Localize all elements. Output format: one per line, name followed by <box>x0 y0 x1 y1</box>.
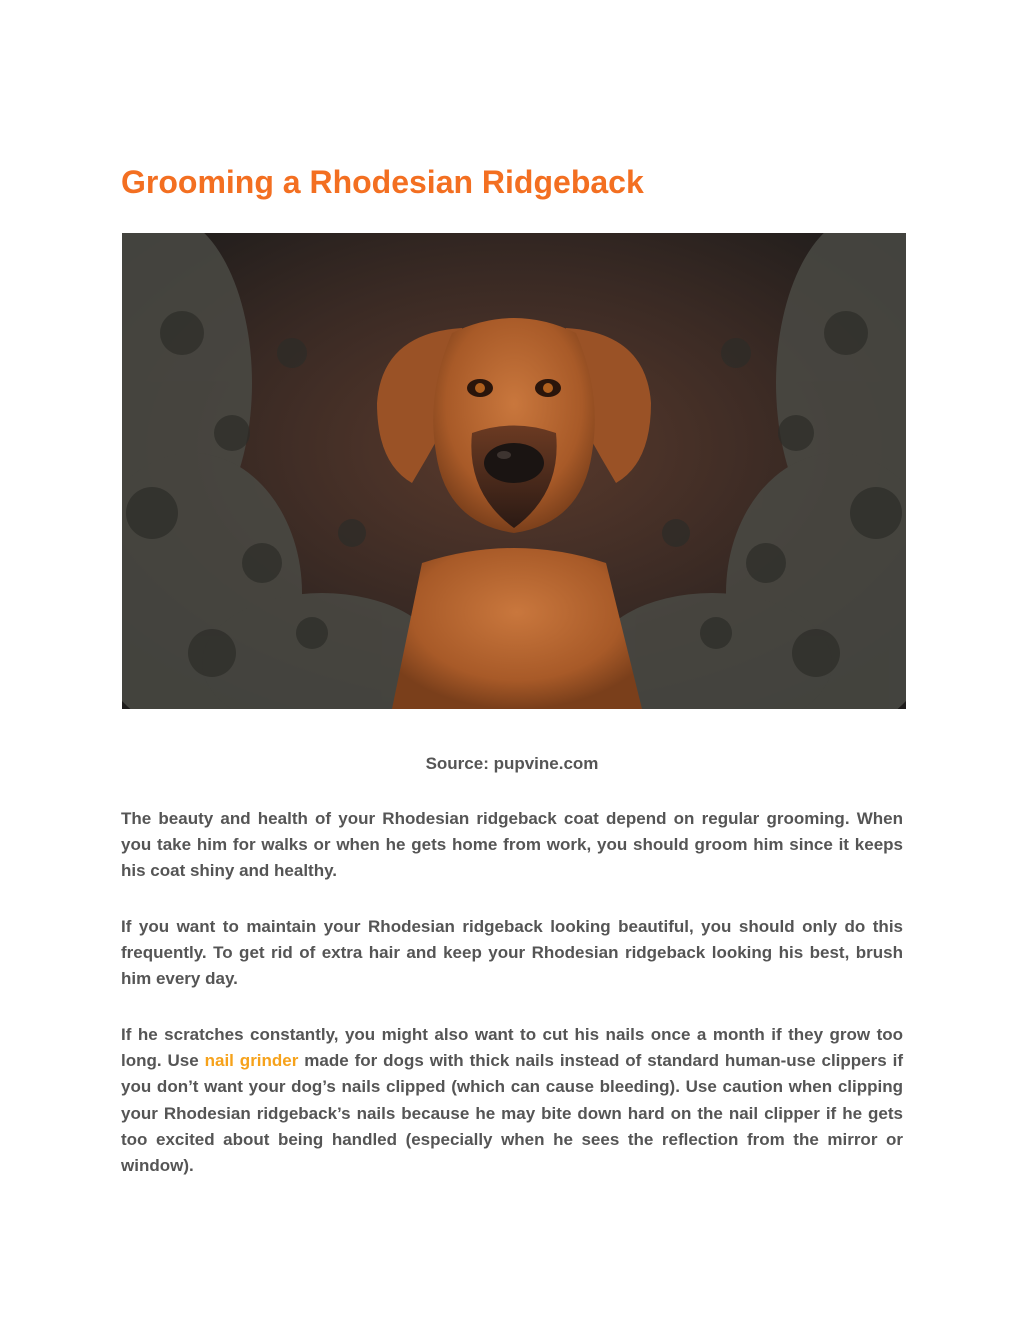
paragraph-nails <box>121 1022 903 1179</box>
dog-photo <box>122 233 906 709</box>
image-caption: Source: pupvine.com <box>425 754 599 773</box>
paragraph-grooming-intro: The beauty and health of your Rhodesian ridgeback coat depend on regular grooming. When you take him for walks or when he gets home from work, you should groom him since it keeps his coat shiny and healthy. <box>121 809 903 881</box>
paragraph-brushing: If you want to maintain your Rhodesian ridgeback looking beautiful, you should only do this frequently. To get rid of extra hair and keep your Rhodesian ridgeback looking his best, brush him every day. <box>121 917 903 989</box>
article-title: Grooming a Rhodesian Ridgeback <box>121 164 644 200</box>
nail-grinder-link[interactable]: nail grinder <box>204 1051 299 1071</box>
paragraph-nails-text-start: If he scratches constantly, you might also want to cut his nails once a month if they grow too long. Use <box>121 1025 903 1071</box>
paragraph-nails-text-end: made for dogs with thick nails instead of standard human-use clippers if you don’t want your dog’s nails clipped (which can cause bleeding). Use caution when clipping your Rhodesian ridgeback’s nails because he may bite down hard on the nail clipper if he gets too excited about being handled (especially when he sees the reflection from the mirror or window). <box>121 1051 903 1176</box>
